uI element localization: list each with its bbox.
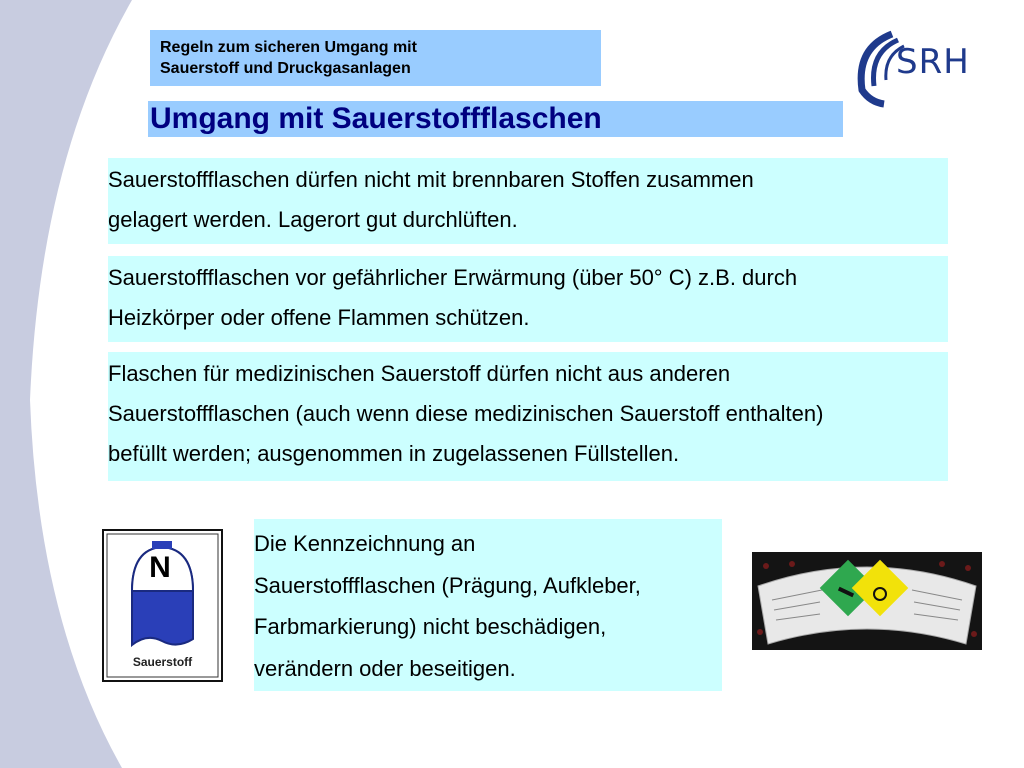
paragraph-line: Flaschen für medizinischen Sauerstoff dürfen nicht aus anderen	[108, 361, 731, 386]
paragraph-line: Die Kennzeichnung an	[254, 531, 476, 556]
header-line-2: Sauerstoff und Druckgasanlagen	[160, 60, 411, 77]
paragraph-line: Sauerstoffflaschen vor gefährlicher Erwärmung (über 50° C) z.B. durch	[108, 265, 798, 290]
paragraph-line: Sauerstoffflaschen (auch wenn diese medizinischen Sauerstoff enthalten)	[108, 401, 824, 426]
paragraph-line: Heizkörper oder offene Flammen schützen.	[108, 305, 530, 330]
paragraph-line: Sauerstoffflaschen (Prägung, Aufkleber,	[254, 572, 641, 598]
header-box	[150, 30, 601, 86]
paragraph-heat	[108, 256, 948, 342]
paragraph-medical-oxygen	[108, 352, 948, 481]
srh-logo	[848, 30, 988, 108]
paragraph-line: Sauerstoffflaschen dürfen nicht mit brennbaren Stoffen zusammen	[108, 167, 754, 192]
sign-letter: N	[149, 551, 171, 584]
paragraph-line: befüllt werden; ausgenommen in zugelassenen Füllstellen.	[108, 441, 680, 466]
paragraph-storage	[108, 158, 948, 244]
cylinder-label-image	[752, 552, 982, 650]
sign-label: Sauerstoff	[132, 655, 193, 669]
hazard-label-icon	[752, 552, 982, 650]
paragraph-marking	[254, 519, 722, 691]
page-title: Umgang mit Sauerstoffflaschen	[148, 101, 843, 137]
logo-text: SRH	[896, 42, 970, 82]
oxygen-cylinder-sign	[102, 529, 223, 682]
paragraph-line: verändern oder beseitigen.	[254, 655, 516, 681]
paragraph-line: gelagert werden. Lagerort gut durchlüften.	[108, 207, 518, 232]
paragraph-line: Farbmarkierung) nicht beschädigen,	[254, 614, 607, 639]
header-line-1: Regeln zum sicheren Umgang mit	[160, 39, 417, 56]
